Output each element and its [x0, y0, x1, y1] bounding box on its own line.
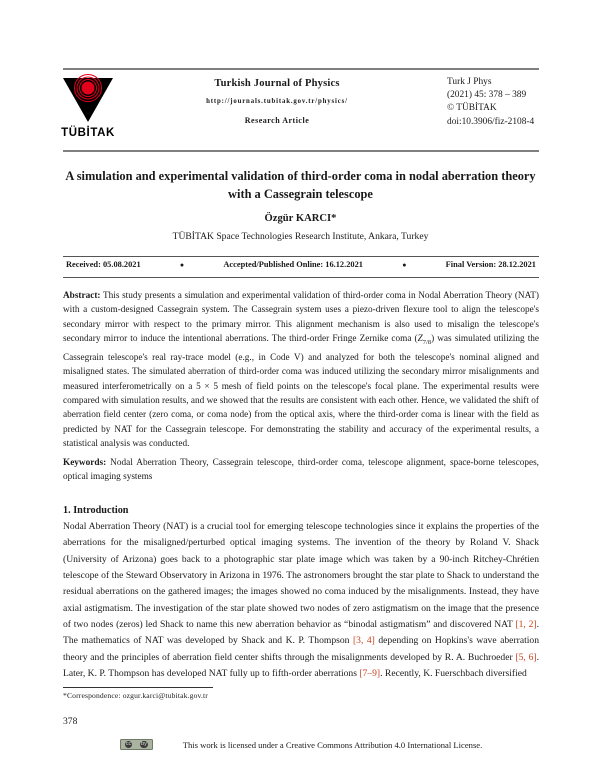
keywords-block	[63, 456, 539, 485]
creative-commons-icon[interactable]	[120, 739, 153, 750]
citation-link-1[interactable]: [1, 2]	[515, 619, 537, 631]
tubitak-logo-wordmark: TÜBİTAK	[61, 127, 115, 139]
concentric-circles-icon	[74, 74, 102, 102]
journal-citation-info	[447, 76, 587, 129]
page-number: 378	[63, 716, 78, 727]
section-heading-introduction: 1. Introduction	[63, 505, 129, 516]
correspondence-footnote[interactable]: *Correspondence: ozgur.karci@tubitak.gov.tr	[63, 691, 208, 700]
intro-text-part-5: . Recently, K. Fuerschbach diversified	[380, 668, 527, 680]
abstract-label: Abstract:	[63, 291, 101, 301]
journal-short-name: Turk J Phys	[447, 77, 492, 87]
doi-line[interactable]: doi:10.3906/fiz-2108-4	[447, 116, 535, 127]
license-footer	[63, 739, 539, 750]
page-title: A simulation and experimental validation of third-order coma in nodal aberration theory with a Cassegrain telescope	[65, 169, 536, 201]
author-affiliation: TÜBİTAK Space Technologies Research Institute, Ankara, Turkey	[172, 231, 429, 242]
keywords-label: Keywords:	[63, 458, 107, 468]
citation-link-3[interactable]: [5, 6]	[515, 651, 537, 663]
tubitak-logo-mark	[60, 76, 116, 126]
zernike-subscript: 7/8	[422, 339, 432, 347]
masthead	[57, 76, 544, 146]
date-separator-2: ●	[402, 260, 407, 269]
red-dot-icon	[82, 82, 95, 95]
citation-link-4[interactable]: [7–9]	[359, 668, 381, 680]
publication-dates	[66, 260, 536, 269]
cc-glyph: cc	[125, 740, 132, 747]
author-name: Özgür KARCI*	[264, 213, 337, 224]
header-top-rule	[63, 68, 539, 70]
received-date: Received: 05.08.2021	[66, 260, 141, 269]
accepted-date: Accepted/Published Online: 16.12.2021	[223, 260, 363, 269]
zernike-symbol: Z	[417, 334, 423, 345]
license-text: This work is licensed under a Creative Commons Attribution 4.0 International License.	[182, 739, 483, 750]
abstract-text: This study presents a simulation and experimental validation of third-order coma in Nodal Aberration Theory (NAT) with a custom-designed Cassegrain system. The Cassegrain system uses a piezo-driven flexure tool to align the telescope's secondary mirror with respect to the primary mirror. This alignment mechanism is also used to misalign the telescope's secondary mirror to induce the intentional aberrations. The third-order Fringe Zernike coma $(Z_{7/8})$ was simulated utilizing the Cassegrain telescope's real ray-trace model (e.g., in Code V) and analyzed for both the telescope's nominal aligned and misaligned states. The simulated aberration of third-order coma was induced utilizing the secondary mirror misalignments and measured interferometrically on a 5 × 5 mesh of field points on the telescope's focal plane. The experimental results were compared with simulation results, and we showed that the results are consistent with each other. Hence, we validated the shift of aberration field center (zero coma, or coma node) from the optical axis, where the third-order coma is linear with the field as predicted by NAT for the Cassegrain telescope. For demonstrating the stability and accuracy of the experimental results, a statistical analysis was conducted.	[63, 291, 539, 450]
journal-url[interactable]: http://journals.tubitak.gov.tr/physics/	[206, 98, 348, 105]
keywords-text: Nodal Aberration Theory, Cassegrain telescope, third-order coma, telescope alignment, space-borne telescopes, optical imaging systems	[63, 458, 539, 483]
footnote-rule	[63, 687, 213, 688]
copyright-line: © TÜBİTAK	[447, 103, 497, 114]
journal-title: Turkish Journal of Physics	[214, 78, 340, 89]
citation-link-2[interactable]: [3, 4]	[352, 635, 375, 647]
abstract-block	[63, 289, 539, 452]
intro-text-part-3: depending on Hopkins's wave aberration theory and the principles of aberration field center shifts through the misalignments developed by R. A. Buchroeder	[63, 635, 539, 663]
intro-text-part-2: . The mathematics of NAT was developed by Shack and K. P. Thompson	[63, 619, 539, 647]
introduction-paragraph	[63, 519, 539, 682]
volume-pages: (2021) 45: 378 – 389	[447, 90, 527, 101]
dates-top-rule	[63, 256, 539, 257]
intro-text-part-1: Nodal Aberration Theory (NAT) is a crucial tool for emerging telescope technologies since it explains the properties of the aberrations for the misaligned/perturbed optical imaging systems. The invention of the theory by Roland V. Shack (University of Arizona) goes back to a photographic star plate image which was taken by a 90-inch Ritchey-Chrétien telescope of the Steward Observatory in Arizona in 1976. The astronomers brought the star plate to Shack to understand the residual aberrations on the gathered images; the images showed no coma induced by the misalignments. Instead, they have axial astigmatism. The investigation of the star plate showed two nodes of zero astigmatism on the image that the presence of two nodes (zeros) led Shack to name this new aberration behavior as “binodal astigmatism” and discovered NAT	[63, 521, 539, 631]
intro-text-part-4: . Later, K. P. Thompson has developed NAT fully up to fifth-order aberrations	[63, 651, 539, 680]
tubitak-logo	[57, 76, 119, 144]
dates-bottom-rule	[63, 277, 539, 278]
by-glyph: by	[141, 740, 147, 747]
journal-info	[127, 78, 427, 125]
header-bottom-rule	[63, 150, 539, 152]
date-separator-1: ●	[179, 260, 185, 269]
article-type-label: Research Article	[244, 116, 310, 125]
final-version-date: Final Version: 28.12.2021	[445, 260, 536, 269]
